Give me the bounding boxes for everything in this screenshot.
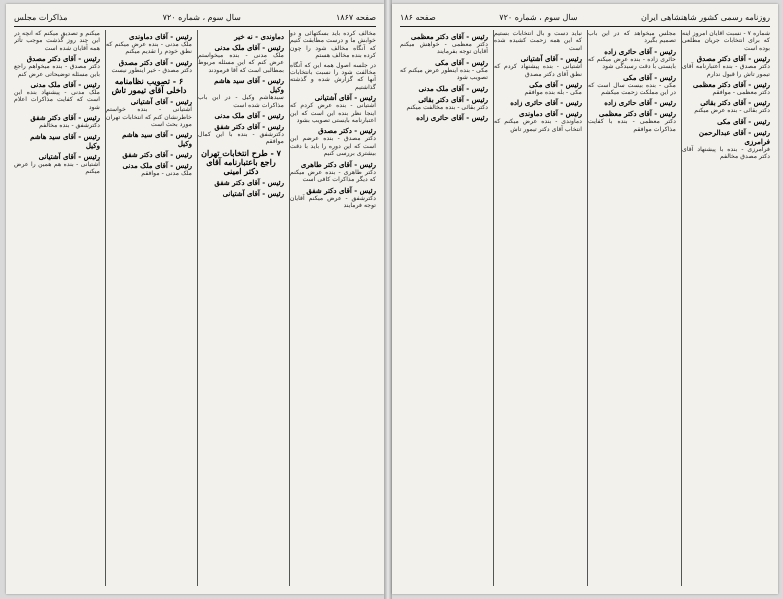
speaker-label: رئیس - آقای دکتر مصدق — [26, 54, 100, 64]
right-page-number: صفحه ۱۸۶ — [400, 12, 436, 22]
paragraph: سیدهاشم وکیل - در این باب مذاکرات شده است — [198, 94, 284, 109]
speaker-label: رئیس - آقای دکتر شفق — [214, 122, 284, 132]
paragraph: مخالف کرده باید بسکتهائی و دو خوابش ما و درست مطابقت کنیم که آنگاه مخالف شود را چون کرده بنده مخالف هستم — [290, 30, 376, 60]
speaker-label: رئیس - آقای آشتیانی — [130, 97, 192, 107]
speaker-label: رئیس - آقای دماوندی — [519, 109, 582, 119]
speaker-label: رئیس - آقای آشتیانی — [38, 151, 100, 161]
paragraph: ملک مدنی - پیشنهاد بنده این است که کفایت مذاکرات اعلام شود — [14, 89, 100, 111]
text-column — [289, 30, 376, 586]
paragraph: دکتر معظمی - خواهش میکنم آقایان توجه بفرمایند — [400, 41, 488, 56]
speaker-label: رئیس - آقای مکی — [435, 57, 488, 67]
speaker-label: رئیس - آقای دکتر مصدق — [118, 57, 192, 67]
speaker-label: رئیس - آقای مکی — [717, 116, 770, 126]
right-header-rule — [400, 26, 770, 27]
speaker-label: رئیس - آقای حائری زاده — [604, 46, 676, 56]
paragraph: ملک مدنی - موافقم — [141, 170, 192, 178]
paragraph: حائری زاده - بنده عرض میکنم که بایستی با دقت رسیدگی شود — [588, 55, 676, 71]
section-heading: ۶ - تصویب نظامنامه داخلی آقای تیمور تاش — [111, 76, 187, 96]
speaker-label: رئیس - آقای حائری زاده — [416, 113, 488, 123]
paragraph: آشتیانی - بنده خواستم خاطرنشان کنم که انتخابات تهران مورد بحث است — [106, 106, 192, 129]
speaker-label: رئیس - آقای دکتر معظمی — [692, 80, 770, 90]
speaker-label: رئیس - آقای ملک مدنی — [214, 111, 284, 121]
paragraph: دکتر طاهری - بنده عرض میکنم که دیگر مذاکرات کافی است — [290, 168, 376, 184]
paragraph: دکترشفق - بنده با این کمال موافقم — [198, 131, 284, 146]
speaker-label: رئیس - آقای ملک مدنی — [122, 161, 192, 171]
speaker-label: رئیس - آقای دکتر شفق — [122, 150, 192, 160]
section-heading: ۷ - طرح انتخابات تهران راجع باعتبارنامه آقای دکتر امینی — [201, 147, 281, 176]
paragraph: آشتیانی - بنده پیشنهاد کردم که نطق آقای دکتر مصدق — [494, 63, 582, 78]
paragraph: ملک مدنی - بنده عرض میکنم که نطق خودم را تقدیم میکنم — [106, 41, 192, 56]
speaker-label: رئیس - آقای ملک مدنی — [418, 83, 488, 93]
right-columns — [400, 30, 770, 586]
speaker-label: رئیس - آقای دکتر بقائی — [700, 98, 770, 108]
speaker-label: رئیس - آقای آشتیانی — [222, 188, 284, 198]
text-column — [681, 30, 770, 586]
speaker-label: رئیس - آقای حائری زاده — [604, 98, 676, 108]
speaker-label: رئیس - آقای دکتر شفق — [30, 113, 100, 123]
text-column — [587, 30, 676, 586]
speaker-label: رئیس - آقای سید هاشم وکیل — [214, 76, 284, 95]
speaker-label: رئیس - آقای دکتر شفق — [214, 177, 284, 187]
speaker-label: رئیس - آقای دکتر مصدق — [696, 54, 770, 64]
right-page-header — [400, 10, 770, 24]
paragraph: مکی - بنده اینطور عرض میکنم که تصویب شود — [400, 66, 488, 82]
right-page — [392, 4, 778, 594]
speaker-label: رئیس - آقای حائری زاده — [510, 98, 582, 108]
paragraph: فرامرزی - بنده با پیشنهاد آقای دکتر مصدق مخالفم — [682, 145, 770, 161]
left-page-section: مذاکرات مجلس — [14, 12, 68, 22]
paragraph: مکی - بله بنده موافقم — [524, 89, 582, 97]
speaker-label: رئیس - آقای عبدالرحمن فرامرزی — [698, 127, 770, 146]
speaker-label: رئیس - آقای آشتیانی — [314, 93, 376, 103]
paragraph: دکترشفق - بنده مخالفم — [39, 122, 100, 130]
text-column — [400, 30, 488, 586]
left-header-rule — [14, 26, 376, 27]
paragraph: مکی - بنده بیست سال است که در این مملکت زحمت میکشم — [588, 81, 676, 97]
left-page-issue: سال سوم ، شماره ۷۲۰ — [162, 12, 241, 22]
right-page-section: روزنامه رسمی کشور شاهنشاهی ایران — [641, 12, 770, 22]
paragraph: دکتر مصدق - خیر اینطور نیست — [111, 66, 192, 74]
paragraph: در جلسه اصول همه این که آنگاه مخالفت شود را نسبت بانتخابات آنها که گزارش شده و گذشته گذاشتیم — [290, 61, 376, 91]
speaker-label: دماوندی - نه خیر — [234, 32, 284, 41]
paragraph: ملک مدنی - بنده میخواستم عرض کنم که این مسئله مربوط بمطالبی است که آقا فرمودند — [198, 52, 284, 74]
speaker-label: رئیس - آقای دکتر معظمی — [598, 109, 676, 119]
paragraph: دکتر معظمی - بنده با کفایت مذاکرات موافقم — [588, 118, 676, 133]
paragraph: دکتر مصدق - بنده عرضم این است که این دوره را باید با دقت بیشتری بررسی کنیم — [290, 135, 376, 158]
speaker-label: رئیس - آقای ملک مدنی — [30, 80, 100, 90]
paragraph: مجلس میخواهد که در این باب تصمیم بگیرد — [588, 30, 676, 45]
right-page-issue: سال سوم ، شماره ۷۲۰ — [499, 12, 578, 22]
paragraph: آشتیانی - بنده هم همین را عرض میکنم — [14, 160, 100, 176]
text-column — [105, 30, 192, 586]
left-page-header — [14, 10, 376, 24]
speaker-label: رئیس - آقای ملک مدنی — [214, 43, 284, 52]
paragraph: دکتر مصدق - بنده میخواهم راجع باین مسئله توضیحاتی عرض کنم — [14, 63, 100, 78]
speaker-label: رئیس - دکتر مصدق — [318, 126, 376, 136]
speaker-label: رئیس - آقای مکی — [529, 80, 582, 90]
speaker-label: رئیس - آقای دکتر طاهری — [300, 159, 376, 169]
paragraph: دکترشفق - عرض میکنم آقایان توجه فرمایند — [290, 194, 376, 209]
page-gutter — [384, 0, 392, 599]
paragraph: میکنم و تصدیق میکنم که آنچه در این چند روز گذشت موجب تأثر همه آقایان شده است — [14, 30, 100, 52]
text-column — [493, 30, 582, 586]
speaker-label: رئیس - آقای دماوندی — [129, 32, 192, 41]
left-page — [6, 4, 384, 594]
paragraph: دکتر معظمی - موافقم — [712, 89, 770, 97]
paragraph: شماره ۷ - نسبت آقایان امروز اینه که برای انتخابات جریان مطلعی بوده است — [682, 30, 770, 52]
paragraph: آشتیانی - بنده عرض کردم که اینجا نظر بنده این است که این اعتبارنامه بایستی تصویب بشود — [290, 102, 376, 125]
left-page-number: صفحه ۱۸۶۷ — [335, 12, 376, 22]
speaker-label: رئیس - آقای دکتر معظمی — [410, 32, 488, 41]
speaker-label: رئیس - آقای سید هاشم وکیل — [30, 131, 100, 150]
speaker-label: رئیس - آقای دکتر بقائی — [418, 94, 488, 104]
speaker-label: رئیس - آقای مکی — [623, 72, 676, 82]
paragraph: دماوندی - بنده عرض میکنم که انتخاب آقای دکتر تیمور تاش — [494, 118, 582, 133]
text-column — [197, 30, 284, 586]
paragraph: دکتر مصدق - بنده اعتبارنامه آقای تیمور تاش را قبول ندارم — [682, 63, 770, 78]
left-columns — [14, 30, 376, 586]
text-column — [14, 30, 100, 586]
speaker-label: رئیس - آقای آشتیانی — [520, 54, 582, 64]
paragraph: دکتر بقائی - بنده مخالفت میکنم — [406, 103, 488, 111]
paragraph: دکتر بقائی - بنده عرض میکنم — [694, 107, 770, 115]
speaker-label: رئیس - آقای سید هاشم وکیل — [122, 130, 192, 149]
speaker-label: رئیس - آقای دکتر شفق — [306, 185, 376, 195]
paragraph: نباید دست و بال انتخابات بستیم که این همه زحمت کشیده شده است — [494, 30, 582, 52]
